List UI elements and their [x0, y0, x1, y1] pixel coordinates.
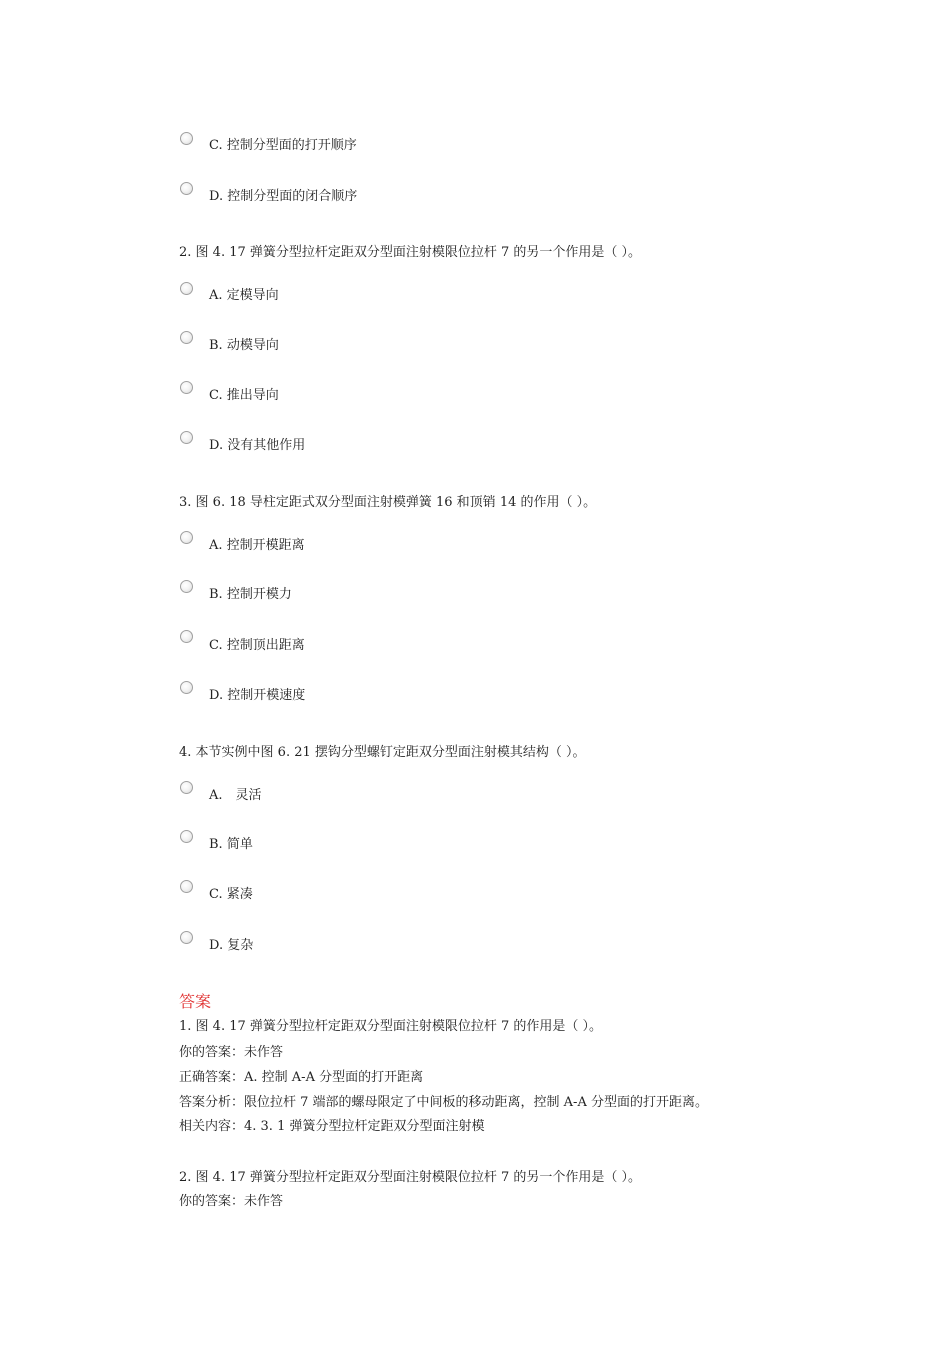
option-label-q1-d: D. 控制分型面的闭合顺序 — [209, 189, 358, 204]
answer-1-correct-answer: 正确答案：A. 控制 A-A 分型面的打开距离 — [179, 1070, 424, 1085]
option-label-q4-b: B. 简单 — [209, 837, 253, 852]
question-3-text: 3. 图 6. 18 导柱定距式双分型面注射模弹簧 16 和顶销 14 的作用（ ）。 — [179, 495, 597, 510]
radio-q2-option-a[interactable] — [180, 282, 193, 295]
radio-q3-option-b[interactable] — [180, 580, 193, 593]
answer-1-related: 相关内容：4. 3. 1 弹簧分型拉杆定距双分型面注射模 — [179, 1119, 485, 1134]
radio-q4-option-d[interactable] — [180, 931, 193, 944]
radio-q3-option-d[interactable] — [180, 681, 193, 694]
option-label-q1-c: C. 控制分型面的打开顺序 — [209, 138, 357, 153]
radio-q1-option-c[interactable] — [180, 132, 193, 145]
radio-q4-option-a[interactable] — [180, 781, 193, 794]
answer-1-question: 1. 图 4. 17 弹簧分型拉杆定距双分型面注射模限位拉杆 7 的作用是（ ）。 — [179, 1019, 603, 1034]
answers-title: 答案 — [179, 992, 212, 1011]
radio-q2-option-c[interactable] — [180, 381, 193, 394]
question-2-text: 2. 图 4. 17 弹簧分型拉杆定距双分型面注射模限位拉杆 7 的另一个作用是（ ）。 — [179, 245, 642, 260]
radio-q4-option-c[interactable] — [180, 880, 193, 893]
radio-q3-option-a[interactable] — [180, 531, 193, 544]
option-label-q3-c: C. 控制顶出距离 — [209, 638, 305, 653]
option-label-q2-c: C. 推出导向 — [209, 388, 279, 403]
option-label-q4-a: A. 灵活 — [209, 788, 262, 803]
radio-q3-option-c[interactable] — [180, 630, 193, 643]
option-label-q3-b: B. 控制开模力 — [209, 587, 292, 602]
answer-1-your-answer: 你的答案：未作答 — [179, 1045, 284, 1060]
option-label-q3-a: A. 控制开模距离 — [209, 538, 305, 553]
question-4-text: 4. 本节实例中图 6. 21 摆钩分型螺钉定距双分型面注射模其结构（ ）。 — [179, 745, 586, 760]
option-label-q2-b: B. 动模导向 — [209, 338, 279, 353]
radio-q2-option-d[interactable] — [180, 431, 193, 444]
radio-q1-option-d[interactable] — [180, 182, 193, 195]
answer-1-analysis: 答案分析：限位拉杆 7 端部的螺母限定了中间板的移动距离，控制 A-A 分型面的打开距离。 — [179, 1095, 708, 1110]
option-label-q4-c: C. 紧凑 — [209, 887, 253, 902]
answer-2-question: 2. 图 4. 17 弹簧分型拉杆定距双分型面注射模限位拉杆 7 的另一个作用是（ ）。 — [179, 1170, 642, 1185]
option-label-q2-a: A. 定模导向 — [209, 288, 279, 303]
answer-2-your-answer: 你的答案：未作答 — [179, 1194, 284, 1209]
option-label-q2-d: D. 没有其他作用 — [209, 438, 306, 453]
option-label-q4-d: D. 复杂 — [209, 938, 254, 953]
radio-q4-option-b[interactable] — [180, 830, 193, 843]
option-label-q3-d: D. 控制开模速度 — [209, 688, 306, 703]
radio-q2-option-b[interactable] — [180, 331, 193, 344]
